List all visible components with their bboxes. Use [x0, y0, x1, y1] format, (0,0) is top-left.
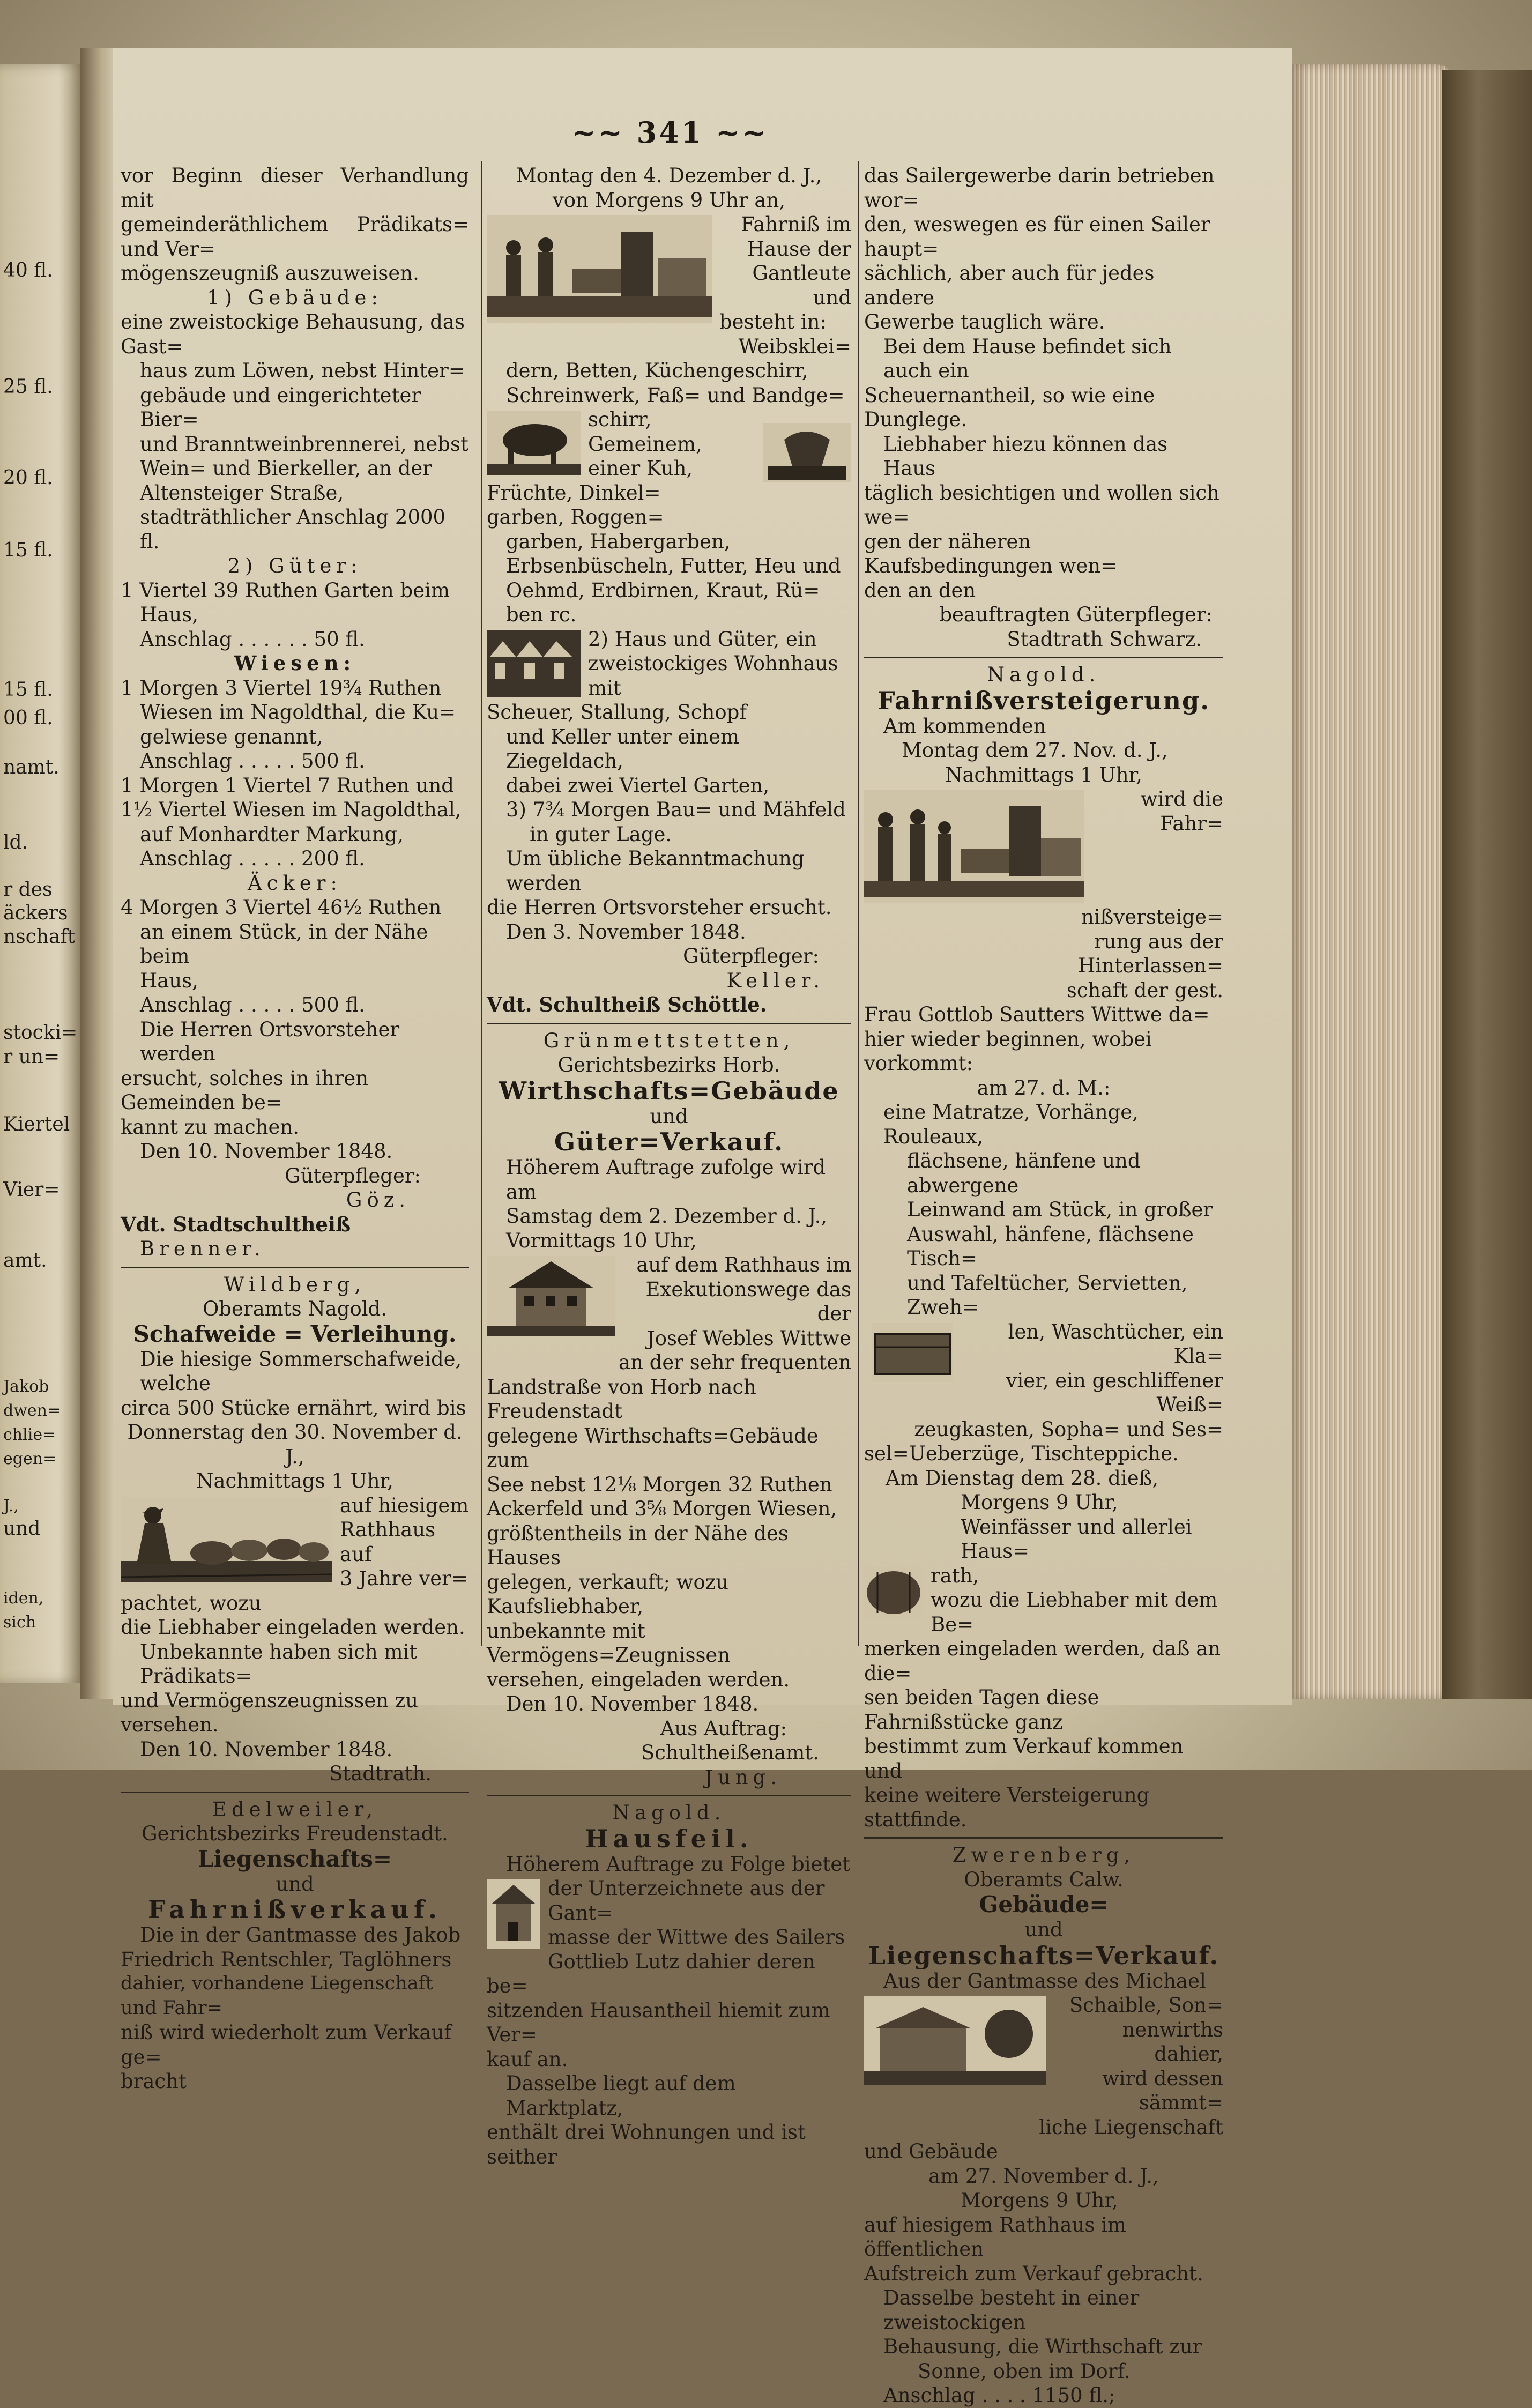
- vdt-line: Vdt. Schultheiß Schöttle.: [487, 993, 767, 1016]
- fragment: ld.: [3, 831, 28, 853]
- text-line: Haus,: [140, 969, 198, 992]
- page-number: [568, 115, 772, 150]
- cow-woodcut-icon: [487, 411, 581, 475]
- text-line: Scheuer, Stallung, Schopf: [487, 701, 747, 724]
- place-subheading: Gerichtsbezirks Freudenstadt.: [142, 1822, 448, 1845]
- woodcut-block: [487, 407, 851, 530]
- text-line: und: [650, 1104, 688, 1128]
- text-line: Schreinwerk, Faß= und Bandge=: [506, 383, 845, 407]
- date-line: Den 10. November 1848.: [140, 1140, 393, 1163]
- text-line: haus zum Löwen, nebst Hinter=: [140, 359, 465, 382]
- text-line: Montag den 4. Dezember d. J.,: [516, 164, 822, 187]
- text-line: Hinterlassen=: [1078, 954, 1223, 977]
- text-line: Donnerstag den 30. November d. J.,: [127, 1421, 463, 1468]
- woodcut-block: [487, 1253, 851, 1375]
- fragment: egen=: [3, 1450, 57, 1468]
- text-line: Liebhaber hiezu können das Haus: [883, 432, 1168, 480]
- text-line: Die in der Gantmasse des Jakob: [140, 1923, 461, 1946]
- text-line: auf dem Rathhaus im: [636, 1253, 851, 1276]
- place-subheading: Gerichtsbezirks Horb.: [557, 1053, 780, 1076]
- woodcut-block: [864, 787, 1223, 1002]
- fragment: nschaft: [3, 926, 76, 948]
- text-line: zeugkasten, Sopha= und Ses=: [914, 1417, 1223, 1441]
- text-line: len, Waschtücher, ein Kla=: [1008, 1320, 1223, 1367]
- text-line: Bei dem Hause befindet sich auch ein: [883, 335, 1172, 382]
- text-line: 4 Morgen 3 Viertel 46½ Ruthen: [121, 896, 442, 919]
- vdt-line: Vdt. Stadtschultheiß: [121, 1212, 351, 1236]
- text-line: Erbsenbüscheln, Futter, Heu und: [506, 554, 841, 577]
- text-line: 1½ Viertel Wiesen im Nagoldthal,: [121, 798, 462, 821]
- text-line: auf hiesigem Rathhaus im öffentlichen: [864, 2213, 1127, 2261]
- text-line: Früchte, Dinkel=: [487, 481, 661, 504]
- text-line: Rathhaus auf: [340, 1518, 436, 1566]
- text-line: pachtet, wozu: [121, 1591, 262, 1615]
- text-line: Um übliche Bekanntmachung werden: [506, 847, 805, 895]
- text-line: größtentheils in der Nähe des Hauses: [487, 1521, 789, 1569]
- text-line: sächlich, aber auch für jedes andere: [864, 262, 1155, 309]
- section-rule: [121, 1792, 469, 1793]
- fragment: amt.: [3, 1250, 47, 1272]
- date-line: Den 10. November 1848.: [140, 1737, 393, 1761]
- text-line: Montag dem 27. Nov. d. J.,: [902, 739, 1168, 762]
- text-line: Josef Webles Wittwe: [646, 1326, 851, 1350]
- fragment: chlie=: [3, 1425, 56, 1444]
- place-heading: Edelweiler,: [212, 1797, 377, 1821]
- woodcut-block: [487, 1876, 851, 1998]
- text-line: gebäude und eingerichteter Bier=: [140, 383, 421, 431]
- signature-name: Göz.: [346, 1188, 410, 1212]
- text-line: Altensteiger Straße,: [140, 481, 344, 504]
- text-line: vor Beginn dieser Verhandlung mit: [121, 164, 469, 212]
- text-line: merken eingeladen werden, daß an die=: [864, 1637, 1221, 1685]
- text-line: bracht: [121, 2070, 187, 2093]
- text-line: Hause der: [747, 237, 851, 261]
- signature-name: Keller.: [726, 969, 824, 992]
- notice-title: Liegenschafts=Verkauf.: [868, 1941, 1219, 1970]
- text-line: die Liebhaber eingeladen werden.: [121, 1616, 465, 1639]
- signature-role: Güterpfleger:: [285, 1164, 421, 1187]
- anschlag-line: stadträthlicher Anschlag 2000 fl.: [140, 506, 446, 553]
- shepherd-woodcut-icon: [121, 1497, 332, 1588]
- page-edges: [1292, 64, 1453, 1699]
- book-cover-edge: [1442, 70, 1532, 1699]
- text-line: am 27. November d. J.,: [928, 2164, 1159, 2188]
- text-line: und Gebäude: [864, 2140, 998, 2163]
- notice-title: Fahrnißverkauf.: [147, 1895, 442, 1924]
- text-line: Ackerfeld und 3⅝ Morgen Wiesen,: [487, 1497, 837, 1520]
- text-line: dahier, vorhandene Liegenschaft und Fahr=: [121, 1973, 433, 2019]
- text-line: masse der Wittwe des Sailers: [548, 1926, 845, 1949]
- text-line: auf hiesigem: [340, 1493, 469, 1517]
- text-line: versehen, eingeladen werden.: [487, 1668, 790, 1691]
- text-line: eine zweistockige Behausung, das Gast=: [121, 310, 465, 358]
- text-line: bestimmt zum Verkauf kommen und: [864, 1735, 1184, 1782]
- column-2: [487, 163, 851, 2169]
- text-line: Fahrniß im: [741, 213, 851, 236]
- fragment: 15 fl.: [3, 539, 53, 561]
- text-line: Behausung, die Wirthschaft zur: [883, 2335, 1202, 2358]
- section-rule: [864, 1837, 1223, 1839]
- notice-title: Güter=Verkauf.: [554, 1127, 784, 1156]
- inn-building-woodcut-icon: [487, 1256, 615, 1336]
- place-heading: Wildberg,: [224, 1273, 366, 1296]
- signature-name: Jung.: [705, 1765, 782, 1789]
- signature-name: Stadtrath.: [329, 1762, 432, 1785]
- text-line: Dasselbe besteht in einer zweistockigen: [883, 2286, 1140, 2334]
- place-heading: Zwerenberg,: [952, 1844, 1135, 1867]
- text-line: Gewerbe tauglich wäre.: [864, 310, 1105, 333]
- column-1: [121, 163, 469, 2094]
- text-line: das Sailergewerbe darin betrieben wor=: [864, 164, 1215, 212]
- text-line: Haus,: [140, 603, 198, 626]
- anschlag-line: Anschlag . . . . . 200 fl.: [140, 847, 365, 870]
- text-line: Die hiesige Sommerschafweide, welche: [140, 1347, 462, 1395]
- text-line: Wein= und Bierkeller, an der: [140, 457, 432, 480]
- text-line: Samstag dem 2. Dezember d. J.,: [506, 1205, 828, 1228]
- fragment: 25 fl.: [3, 376, 53, 398]
- fragment: Jakob: [3, 1377, 49, 1396]
- text-line: schaft der gest.: [1066, 978, 1223, 1002]
- text-line: kannt zu machen.: [121, 1115, 300, 1139]
- text-line: der Unterzeichnete aus der Gant=: [548, 1877, 825, 1924]
- text-line: wird dessen sämmt=: [1102, 2067, 1223, 2114]
- section-heading: 1) Gebäude:: [207, 286, 383, 309]
- notice-title: Hausfeil.: [585, 1824, 753, 1853]
- anschlag-line: Anschlag . . . . . . 50 fl.: [140, 627, 365, 651]
- text-line: keine weitere Versteigerung stattfinde.: [864, 1783, 1150, 1831]
- text-line: kauf an.: [487, 2047, 568, 2071]
- column-rule: [481, 161, 482, 1646]
- fragment: und: [3, 1518, 41, 1540]
- notice-title: Schafweide = Verleihung.: [133, 1320, 457, 1347]
- text-line: wird die Fahr=: [1140, 787, 1223, 835]
- text-line: Friedrich Rentschler, Taglöhners: [121, 1948, 452, 1971]
- woodcut-block: [864, 1564, 1223, 1637]
- place-heading: Nagold.: [612, 1801, 726, 1824]
- ornament-left: ~~: [571, 115, 637, 150]
- text-line: hier wieder beginnen, wobei vorkommt:: [864, 1027, 1152, 1075]
- text-line: mögenszeugniß auszuweisen.: [121, 262, 419, 285]
- text-line: ersucht, solches in ihren Gemeinden be=: [121, 1066, 369, 1114]
- notice-title: Liegenschafts=: [197, 1845, 392, 1872]
- fragment: r des: [3, 879, 53, 901]
- text-line: Sonne, oben im Dorf.: [918, 2359, 1131, 2383]
- text-line: sen beiden Tagen diese Fahrnißstücke ganz: [864, 1686, 1099, 1734]
- text-line: den, weswegen es für einen Sailer haupt=: [864, 213, 1210, 261]
- fragment: 00 fl.: [3, 707, 53, 729]
- text-line: Morgens 9 Uhr,: [961, 1491, 1118, 1514]
- text-line: gelegene Wirthschafts=Gebäude zum: [487, 1424, 819, 1471]
- text-line: dern, Betten, Küchengeschirr,: [506, 359, 808, 382]
- auction-scene-woodcut-icon: [864, 790, 1084, 903]
- barrel-woodcut-icon: [864, 1567, 923, 1618]
- text-line: von Morgens 9 Uhr an,: [552, 188, 786, 212]
- text-line: Weinfässer und allerlei Haus=: [961, 1515, 1192, 1563]
- text-line: circa 500 Stücke ernährt, wird bis: [121, 1396, 466, 1419]
- fragment: 15 fl.: [3, 679, 53, 701]
- text-line: Am Dienstag dem 28. dieß,: [886, 1466, 1159, 1490]
- fragment: Vier=: [3, 1179, 60, 1201]
- section-rule: [487, 1795, 851, 1796]
- date-line: Den 3. November 1848.: [506, 920, 746, 943]
- chest-woodcut-icon: [872, 1323, 953, 1382]
- fragment: iden,: [3, 1589, 44, 1608]
- anschlag-line: Anschlag . . . . . 500 fl.: [140, 749, 365, 772]
- fragment: stocki=: [3, 1022, 78, 1044]
- fragment: dwen=: [3, 1401, 61, 1420]
- ornament-right: ~~: [703, 115, 769, 150]
- text-line: Morgens 9 Uhr,: [961, 2189, 1118, 2212]
- text-line: schirr, Gemeinem, einer Kuh,: [588, 408, 702, 480]
- fragment: Kiertel: [3, 1113, 70, 1135]
- text-line: Oehmd, Erdbirnen, Kraut, Rü=: [506, 578, 820, 602]
- anschlag-line: Anschlag . . . . . 500 fl.: [140, 993, 365, 1016]
- text-line: nißversteige=: [1081, 905, 1223, 928]
- text-line: Gottlieb Lutz dahier deren be=: [487, 1950, 815, 1997]
- text-line: Gantleute und: [752, 262, 851, 309]
- text-line: zweistockiges Wohnhaus mit: [588, 652, 838, 700]
- fragment: äckers: [3, 902, 68, 924]
- signature-role: beauftragten Güterpfleger:: [939, 603, 1213, 626]
- place-heading: Grünmettstetten,: [543, 1029, 795, 1052]
- section-heading: Wiesen:: [234, 651, 356, 675]
- text-line: garben, Habergarben,: [506, 530, 731, 553]
- text-line: Frau Gottlob Sautters Wittwe da=: [864, 1003, 1210, 1026]
- text-line: gelwiese genannt,: [140, 725, 323, 748]
- signature-role: Schultheißenamt.: [641, 1741, 819, 1764]
- text-line: Die Herren Ortsvorsteher werden: [140, 1017, 400, 1065]
- text-line: Unbekannte haben sich mit Prädikats=: [140, 1640, 418, 1688]
- houses-woodcut-icon: [487, 630, 581, 697]
- woodcut-block: [487, 212, 851, 359]
- column-3: [864, 163, 1223, 2408]
- place-heading: Nagold.: [987, 663, 1100, 686]
- text-line: sel=Ueberzüge, Tischteppiche.: [864, 1442, 1179, 1465]
- text-line: unbekannte mit Vermögens=Zeugnissen: [487, 1619, 731, 1667]
- text-line: 1 Morgen 3 Viertel 19¾ Ruthen: [121, 676, 442, 700]
- text-line: in guter Lage.: [530, 822, 672, 846]
- text-line: Höherem Auftrage zu Folge bietet: [506, 1852, 851, 1876]
- text-line: 1 Morgen 1 Viertel 7 Ruthen und: [121, 774, 454, 797]
- text-line: gemeinderäthlichem Prädikats= und Ver=: [121, 213, 469, 261]
- text-line: und: [276, 1872, 314, 1896]
- text-line: dabei zwei Viertel Garten,: [506, 774, 770, 797]
- fragment: J.,: [3, 1497, 19, 1515]
- notice-title: Wirthschafts=Gebäude: [499, 1076, 839, 1105]
- village-woodcut-icon: [864, 1996, 1046, 2085]
- text-line: Wiesen im Nagoldthal, die Ku=: [140, 701, 456, 724]
- text-line: Scheuernantheil, so wie eine Dunglege.: [864, 383, 1155, 431]
- notice-title: Gebäude=: [979, 1891, 1109, 1918]
- text-line: die Herren Ortsvorsteher ersucht.: [487, 896, 832, 919]
- text-line: 2) Haus und Güter, ein: [588, 627, 817, 651]
- text-line: flächsene, hänfene und abwergene: [907, 1149, 1141, 1197]
- text-line: ben rc.: [506, 603, 577, 626]
- text-line: auf Monhardter Markung,: [140, 822, 404, 846]
- anschlag-line: Anschlag . . . . 1150 fl.;: [883, 2384, 1115, 2407]
- text-line: an einem Stück, in der Nähe beim: [140, 920, 428, 968]
- text-line: See nebst 12⅛ Morgen 32 Ruthen: [487, 1473, 832, 1496]
- text-line: Aufstreich zum Verkauf gebracht.: [864, 2262, 1203, 2285]
- text-line: 3 Jahre ver=: [340, 1567, 468, 1590]
- text-line: täglich besichtigen und wollen sich we=: [864, 481, 1220, 529]
- text-line: Exekutionswege das der: [645, 1277, 851, 1325]
- page-number-value: 341: [636, 115, 704, 150]
- text-line: an der sehr frequenten: [619, 1351, 851, 1374]
- section-heading: 2) Güter:: [227, 554, 362, 577]
- text-line: Auswahl, hänfene, flächsene Tisch=: [907, 1222, 1194, 1270]
- woodcut-block: [487, 627, 851, 725]
- text-line: gen der näheren Kaufsbedingungen wen=: [864, 530, 1118, 577]
- woodcut-block: [864, 1993, 1223, 2139]
- notice-title: Fahrnißversteigerung.: [877, 686, 1210, 715]
- place-subheading: Oberamts Nagold.: [202, 1297, 388, 1320]
- text-line: nenwirths dahier,: [1122, 2018, 1223, 2065]
- place-subheading: Oberamts Calw.: [964, 1868, 1124, 1891]
- column-rule: [858, 161, 859, 1646]
- sheaf-woodcut-icon: [763, 423, 851, 482]
- text-line: garben, Roggen=: [487, 506, 664, 529]
- text-line: und: [1024, 1918, 1063, 1941]
- text-line: liche Liegenschaft: [1039, 2115, 1223, 2139]
- text-line: rung aus der: [1094, 930, 1223, 953]
- fragment: 20 fl.: [3, 467, 53, 489]
- text-line: und Vermögenszeugnissen zu versehen.: [121, 1689, 419, 1736]
- text-line: Am kommenden: [883, 714, 1046, 738]
- signature-role: Güterpfleger:: [683, 945, 819, 968]
- text-line: Landstraße von Horb nach Freudenstadt: [487, 1375, 757, 1423]
- signature-name: Brenner.: [140, 1237, 265, 1260]
- text-line: Aus der Gantmasse des Michael: [883, 1969, 1206, 1993]
- woodcut-block: [864, 1320, 1223, 1442]
- text-line: vier, ein geschliffener Weiß=: [1006, 1369, 1223, 1416]
- text-line: gelegen, verkauft; wozu Kaufsliebhaber,: [487, 1570, 729, 1618]
- text-line: 3) 7¾ Morgen Bau= und Mähfeld: [506, 798, 846, 821]
- text-line: enthält drei Wohnungen und ist seither: [487, 2121, 806, 2168]
- text-line: rath,: [931, 1564, 979, 1587]
- fragment: sich: [3, 1613, 36, 1632]
- fragment: namt.: [3, 756, 60, 778]
- fragment: 40 fl.: [3, 259, 53, 281]
- text-line: Dasselbe liegt auf dem Marktplatz,: [506, 2072, 736, 2120]
- section-rule: [121, 1267, 469, 1268]
- section-rule: [487, 1023, 851, 1024]
- text-line: Nachmittags 1 Uhr,: [196, 1469, 393, 1492]
- text-line: Weibsklei=: [738, 335, 851, 358]
- text-line: Leinwand am Stück, in großer: [907, 1198, 1213, 1221]
- text-line: Höherem Auftrage zufolge wird am: [506, 1156, 826, 1203]
- text-line: Vormittags 10 Uhr,: [506, 1229, 697, 1252]
- date-line: Den 10. November 1848.: [506, 1692, 759, 1715]
- auction-scene-woodcut-icon: [487, 215, 712, 323]
- text-line: 1 Viertel 39 Ruthen Garten beim: [121, 578, 450, 602]
- signature-role: Aus Auftrag:: [660, 1716, 787, 1740]
- text-line: Nachmittags 1 Uhr,: [945, 763, 1142, 786]
- section-rule: [864, 657, 1223, 658]
- section-heading: Äcker:: [248, 871, 342, 895]
- fragment: r un=: [3, 1046, 60, 1068]
- text-line: am 27. d. M.:: [977, 1076, 1111, 1099]
- text-line: eine Matratze, Vorhänge, Rouleaux,: [883, 1101, 1139, 1148]
- text-line: besteht in:: [719, 310, 827, 333]
- text-line: sitzenden Hausantheil hiemit zum Ver=: [487, 1998, 830, 2046]
- text-line: und Branntweinbrennerei, nebst: [140, 432, 468, 456]
- text-line: und Keller unter einem Ziegeldach,: [506, 725, 740, 772]
- text-line: wozu die Liebhaber mit dem Be=: [931, 1588, 1218, 1636]
- text-line: und Tafeltücher, Servietten, Zweh=: [907, 1271, 1188, 1319]
- text-line: Schaible, Son=: [1069, 1994, 1223, 2017]
- text-line: den an den: [864, 578, 976, 602]
- signature-name: Stadtrath Schwarz.: [1007, 627, 1202, 651]
- house-woodcut-icon: [487, 1879, 540, 1949]
- woodcut-block: [121, 1493, 469, 1616]
- text-line: niß wird wiederholt zum Verkauf ge=: [121, 2021, 452, 2069]
